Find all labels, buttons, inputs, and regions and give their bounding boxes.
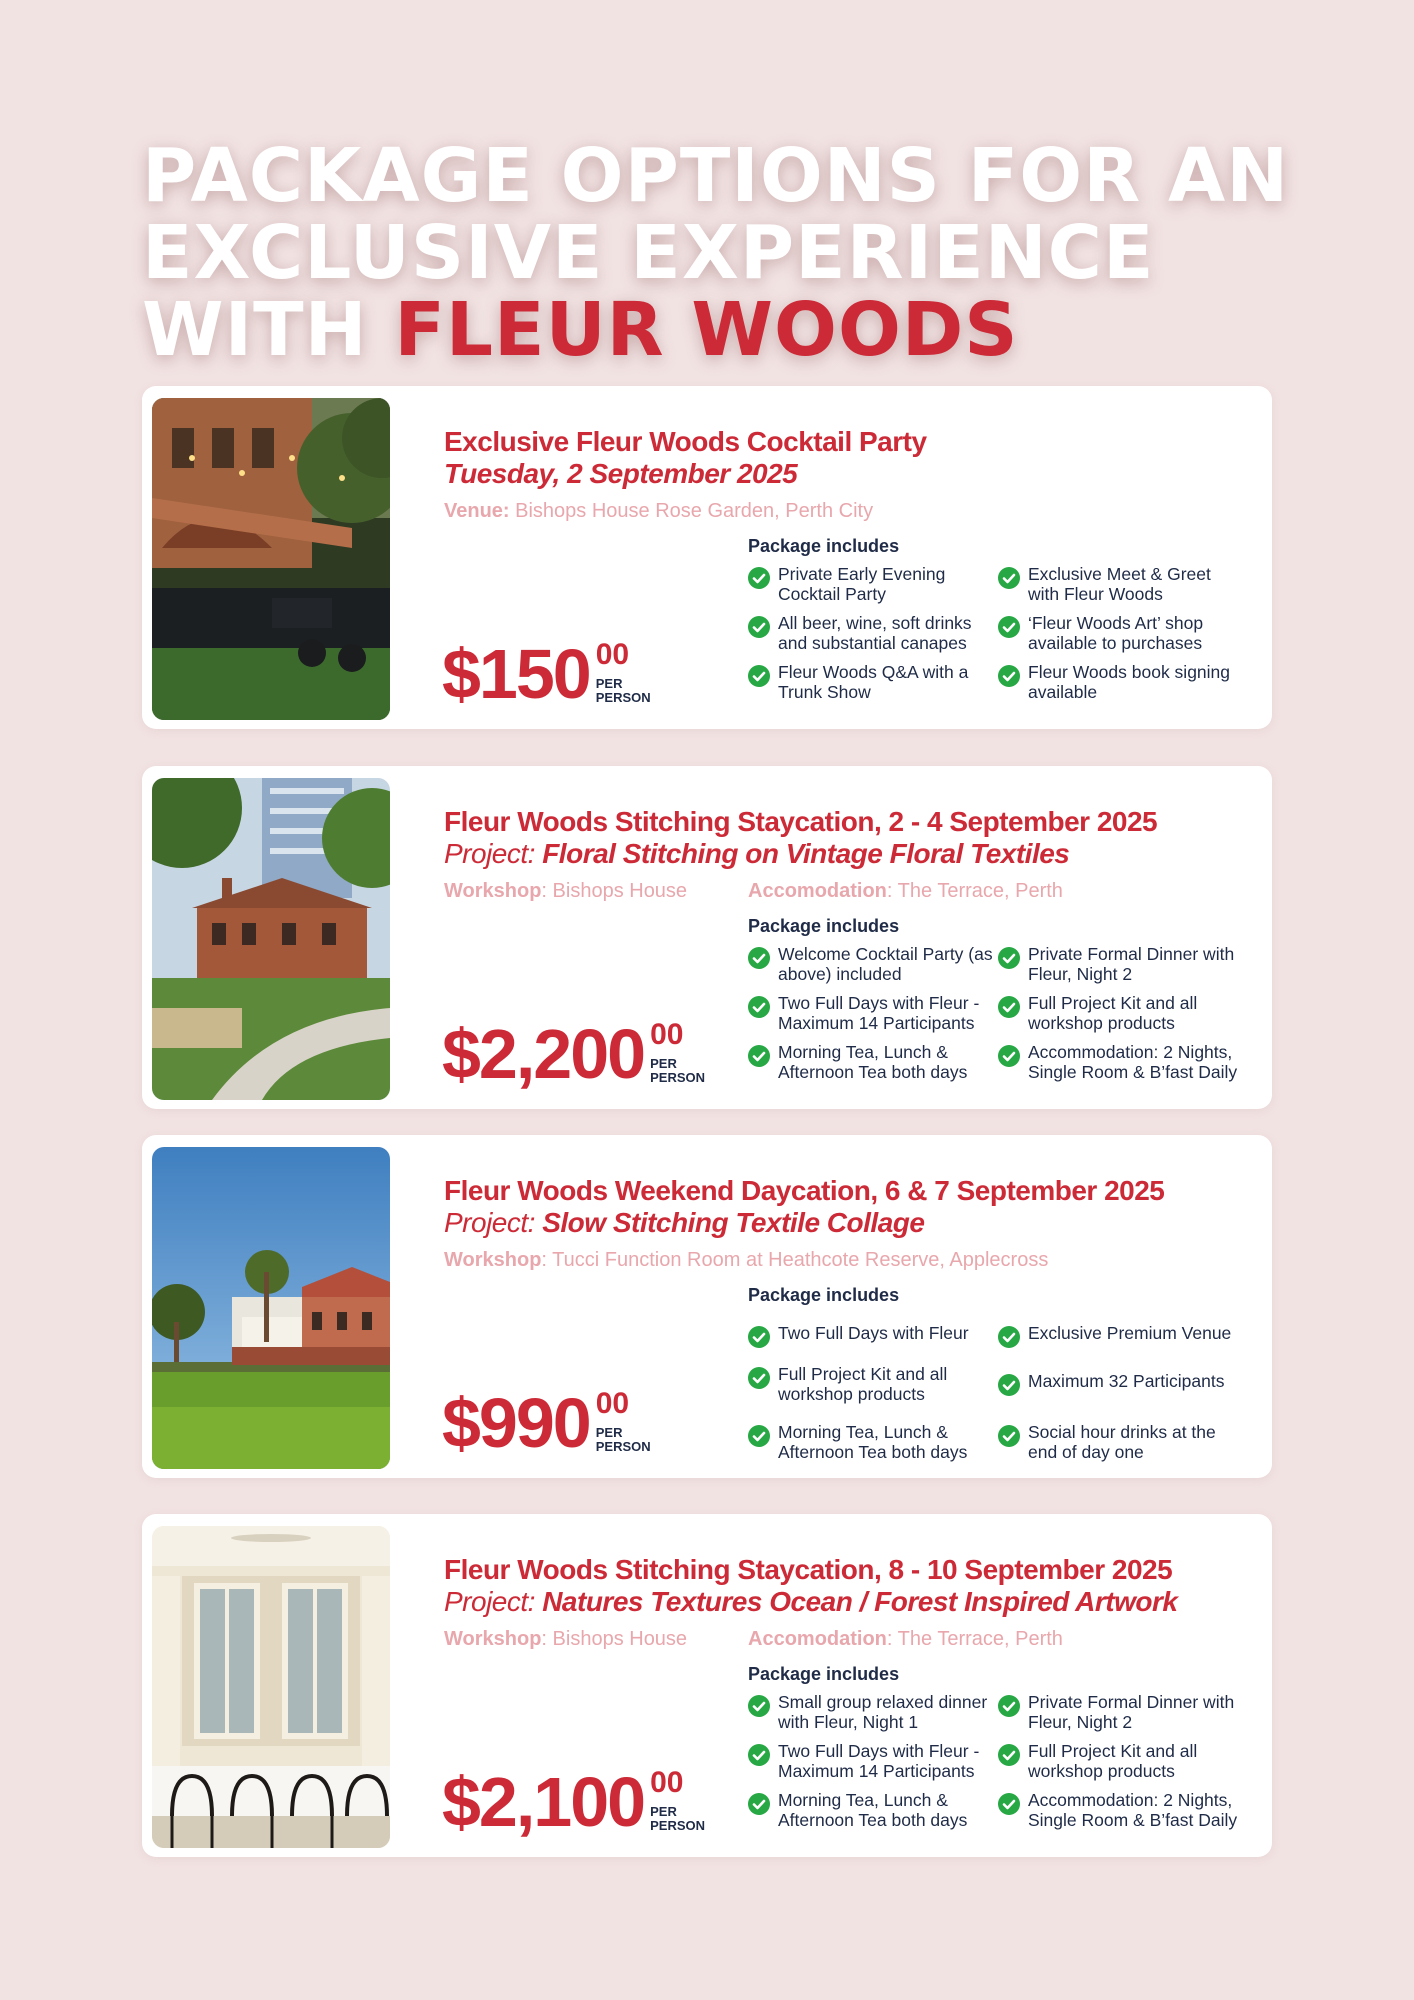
include-item: Full Project Kit and all workshop products	[998, 1741, 1244, 1781]
workshop-label: Workshop	[444, 1628, 542, 1650]
check-circle-icon	[998, 1374, 1020, 1396]
include-item: Two Full Days with Fleur - Maximum 14 Participants	[748, 993, 994, 1033]
dining-room-photo	[152, 1526, 390, 1848]
subtitle-text: Floral Stitching on Vintage Floral Textiles	[542, 838, 1070, 869]
check-circle-icon	[748, 1045, 770, 1067]
check-circle-icon	[998, 947, 1020, 969]
price-per-person: PER PERSON	[595, 676, 651, 705]
price-tag	[442, 1384, 656, 1462]
include-item: Accommodation: 2 Nights, Single Room & B’fast Daily	[998, 1790, 1244, 1830]
price-amount: $150	[442, 635, 590, 713]
headline-line-2: EXCLUSIVE EXPERIENCE	[142, 210, 1155, 296]
package-subtitle	[444, 1586, 1244, 1618]
include-item: Exclusive Meet & Greet with Fleur Woods	[998, 564, 1244, 604]
check-circle-icon	[748, 1793, 770, 1815]
include-item: Welcome Cocktail Party (as above) included	[748, 944, 994, 984]
workshop-value: : Bishops House	[541, 880, 688, 902]
package-title: Fleur Woods Stitching Staycation, 8 - 10 September 2025	[444, 1554, 1173, 1585]
include-item: Morning Tea, Lunch & Afternoon Tea both days	[748, 1790, 994, 1830]
subtitle-text: Slow Stitching Textile Collage	[542, 1207, 925, 1238]
package-title: Fleur Woods Stitching Staycation, 2 - 4 September 2025	[444, 806, 1158, 837]
accommodation-label: Accomodation	[748, 1628, 887, 1650]
price-cents: 00	[650, 1766, 684, 1799]
accommodation-value: : The Terrace, Perth	[886, 1628, 1063, 1650]
price-amount: $2,100	[442, 1763, 645, 1841]
include-item: Private Formal Dinner with Fleur, Night 2	[998, 1692, 1244, 1732]
include-item: Two Full Days with Fleur	[748, 1323, 994, 1343]
include-item: Morning Tea, Lunch & Afternoon Tea both days	[748, 1422, 994, 1462]
include-item: ‘Fleur Woods Art’ shop available to purchases	[998, 613, 1244, 653]
check-circle-icon	[748, 1326, 770, 1348]
package-includes-heading: Package includes	[748, 1285, 900, 1305]
workshop-value: : Bishops House	[541, 1628, 688, 1650]
package-includes-heading: Package includes	[748, 1664, 900, 1684]
subtitle-prefix: Project:	[444, 838, 543, 869]
check-circle-icon	[748, 567, 770, 589]
garden-terrace-photo	[152, 398, 390, 720]
includes-list	[748, 1692, 1258, 1842]
include-item: Private Early Evening Cocktail Party	[748, 564, 994, 604]
check-circle-icon	[998, 1326, 1020, 1348]
check-circle-icon	[748, 1744, 770, 1766]
venue-label: Venue:	[444, 500, 510, 522]
accommodation-value: : The Terrace, Perth	[886, 880, 1063, 902]
package-card-staycation-8-10-sept	[142, 1514, 1272, 1857]
check-circle-icon	[998, 1695, 1020, 1717]
include-item: Exclusive Premium Venue	[998, 1323, 1244, 1343]
price-cents: 00	[595, 638, 630, 671]
check-circle-icon	[748, 1425, 770, 1447]
venue-row	[444, 498, 1244, 524]
check-circle-icon	[998, 1793, 1020, 1815]
subtitle-prefix: Project:	[444, 1207, 543, 1238]
include-item: Social hour drinks at the end of day one	[998, 1422, 1244, 1462]
package-card-weekend-daycation	[142, 1135, 1272, 1478]
headline-accent-fleur-woods: FLEUR WOODS	[394, 287, 1019, 373]
price-tag	[442, 635, 656, 713]
include-item: Two Full Days with Fleur - Maximum 14 Participants	[748, 1741, 994, 1781]
heritage-house-photo	[152, 778, 390, 1100]
accommodation-label: Accomodation	[748, 880, 887, 902]
include-item: All beer, wine, soft drinks and substantial canapes	[748, 613, 994, 653]
package-title: Fleur Woods Weekend Daycation, 6 & 7 September 2025	[444, 1175, 1165, 1206]
includes-list	[748, 1313, 1258, 1463]
include-item: Maximum 32 Participants	[998, 1371, 1244, 1391]
check-circle-icon	[748, 1695, 770, 1717]
package-card-staycation-2-4-sept	[142, 766, 1272, 1109]
price-per-person: PER PERSON	[650, 1056, 706, 1085]
check-circle-icon	[748, 996, 770, 1018]
headline-line-3-prefix: WITH	[142, 287, 395, 373]
workshop-label: Workshop	[444, 880, 542, 902]
venue-value: Bishops House Rose Garden, Perth City	[509, 500, 874, 522]
reserve-lawn-photo	[152, 1147, 390, 1469]
page-headline	[142, 133, 1292, 373]
check-circle-icon	[998, 1045, 1020, 1067]
package-title: Exclusive Fleur Woods Cocktail Party	[444, 426, 927, 457]
package-includes-heading: Package includes	[748, 536, 900, 556]
venue-row	[444, 1247, 1244, 1273]
include-item: Fleur Woods Q&A with a Trunk Show	[748, 662, 994, 702]
subtitle-text: Natures Textures Ocean / Forest Inspired Artwork	[542, 1586, 1178, 1617]
price-per-person: PER PERSON	[650, 1804, 706, 1833]
price-tag	[442, 1015, 710, 1093]
check-circle-icon	[998, 567, 1020, 589]
include-item: Morning Tea, Lunch & Afternoon Tea both days	[748, 1042, 994, 1082]
check-circle-icon	[998, 1744, 1020, 1766]
includes-list	[748, 564, 1258, 714]
price-amount: $990	[442, 1384, 590, 1462]
check-circle-icon	[748, 1367, 770, 1389]
package-card-cocktail-party	[142, 386, 1272, 729]
price-amount: $2,200	[442, 1015, 645, 1093]
package-subtitle	[444, 458, 1244, 490]
subtitle-text: Tuesday, 2 September 2025	[444, 458, 798, 489]
workshop-value: : Tucci Function Room at Heathcote Reserve, Applecross	[541, 1249, 1049, 1271]
headline-line-1: PACKAGE OPTIONS FOR AN	[142, 133, 1290, 219]
include-item: Full Project Kit and all workshop products	[998, 993, 1244, 1033]
price-per-person: PER PERSON	[595, 1425, 651, 1454]
price-cents: 00	[650, 1018, 684, 1051]
check-circle-icon	[748, 665, 770, 687]
venue-row	[444, 878, 1244, 904]
price-cents: 00	[595, 1387, 630, 1420]
subtitle-prefix: Project:	[444, 1586, 543, 1617]
workshop-label: Workshop	[444, 1249, 542, 1271]
check-circle-icon	[998, 665, 1020, 687]
include-item: Accommodation: 2 Nights, Single Room & B’fast Daily	[998, 1042, 1244, 1082]
include-item: Fleur Woods book signing available	[998, 662, 1244, 702]
check-circle-icon	[998, 1425, 1020, 1447]
price-tag	[442, 1763, 710, 1841]
package-includes-heading: Package includes	[748, 916, 900, 936]
includes-list	[748, 944, 1258, 1094]
include-item: Full Project Kit and all workshop products	[748, 1364, 994, 1404]
check-circle-icon	[998, 996, 1020, 1018]
package-subtitle	[444, 838, 1244, 870]
venue-row	[444, 1626, 1244, 1652]
include-item: Private Formal Dinner with Fleur, Night 2	[998, 944, 1244, 984]
check-circle-icon	[748, 616, 770, 638]
check-circle-icon	[748, 947, 770, 969]
package-subtitle	[444, 1207, 1244, 1239]
include-item: Small group relaxed dinner with Fleur, Night 1	[748, 1692, 994, 1732]
check-circle-icon	[998, 616, 1020, 638]
